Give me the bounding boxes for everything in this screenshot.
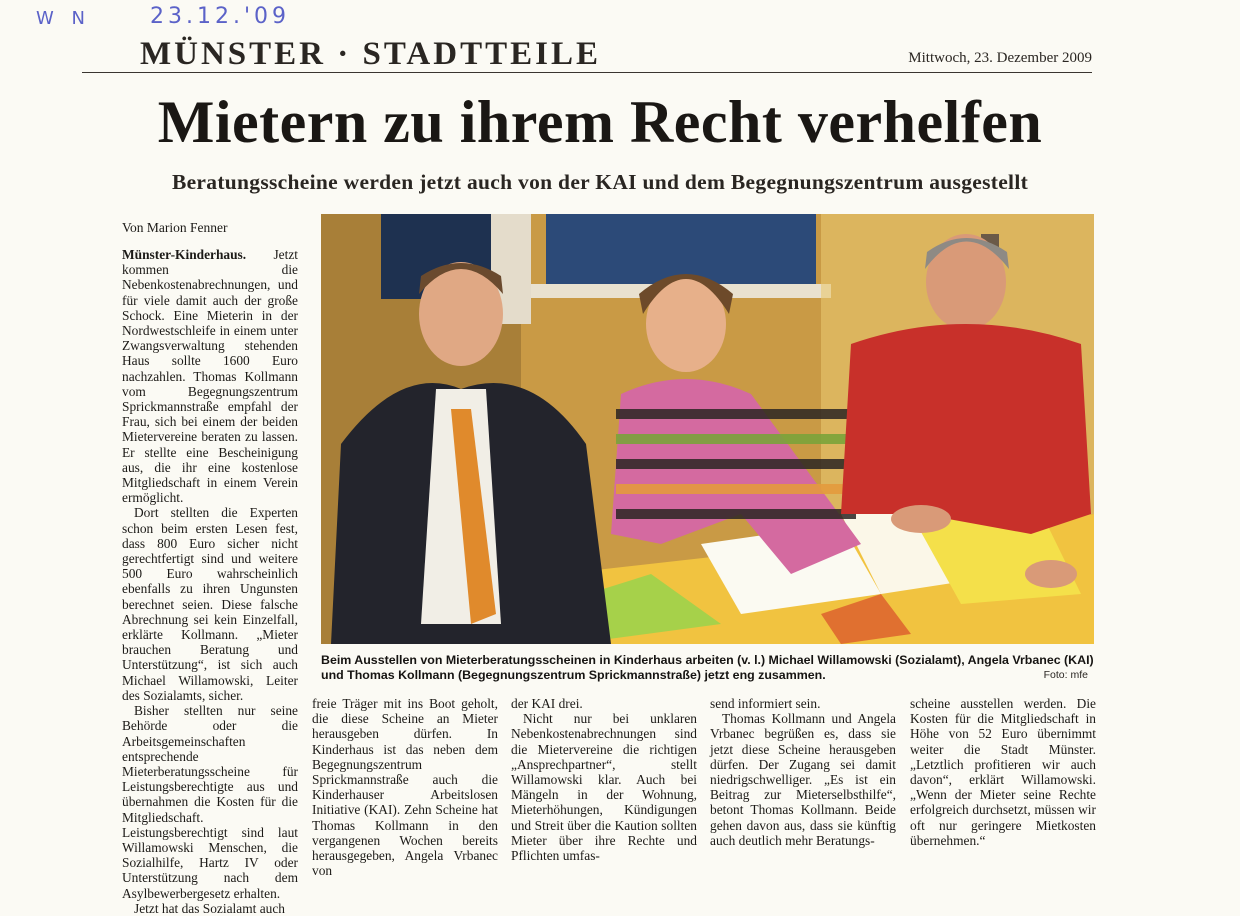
headline: Mietern zu ihrem Recht verhelfen bbox=[157, 89, 1043, 155]
article-column-3 bbox=[511, 696, 697, 863]
dateline-location: Münster-Kinderhaus. bbox=[122, 247, 247, 262]
masthead-rule bbox=[82, 72, 1092, 73]
paragraph: der KAI drei. bbox=[511, 696, 583, 711]
paragraph: Bisher stellten nur seine Behörde oder die Arbeitsgemeinschaften entsprechende Mieterberatungsscheine für Leistungsberechtigte aus und übernahmen die Kosten für die Mitgliedschaft. Leistungsberechtigt sind laut Willamowski Menschen, die Sozialhilfe, Hartz IV oder Unterstützung nach dem Asylbewerbergesetz erhalten. bbox=[122, 703, 298, 901]
issue-date: Mittwoch, 23. Dezember 2009 bbox=[908, 50, 1092, 66]
article-column-4 bbox=[710, 696, 896, 848]
subheadline: Beratungsscheine werden jetzt auch von der KAI und dem Begegnungszentrum ausgestellt bbox=[171, 170, 1029, 194]
paragraph: Nicht nur bei unklaren Nebenkostenabrechnungen sind die Mietervereine die richtigen „Ansprechpartner“, stellt Willamowski klar. Auch bei Mängeln in der Wohnung, Mieterhöhungen, Kündigungen und Streit über die Kaution sollten Mieter über ihre Rechte und Pflichten umfas- bbox=[511, 711, 697, 864]
article-photo bbox=[321, 214, 1094, 644]
paragraph: Dort stellten die Experten schon beim ersten Lesen fest, dass 800 Euro sicher nicht gerechtfertigt sind und weitere 500 Euro wahrscheinlich ebenfalls zu ihren Ungunsten berechnet seien. Diese falsche Abrechnung sei kein Einzelfall, erklärte Kollmann. „Mieter brauchen Beratung und Unterstützung“, ist sich auch Michael Willamowski, Leiter des Sozialamts, sicher. bbox=[122, 505, 298, 703]
paragraph: send informiert sein. bbox=[710, 696, 821, 711]
article-column-2 bbox=[312, 696, 498, 878]
photo-caption: Beim Ausstellen von Mieterberatungsscheinen in Kinderhaus arbeiten (v. l.) Michael Willamowski (Sozialamt), Angela Vrbanec (KAI) und Thomas Kollmann (Begegnungszentrum Sprickmannstraße) jetzt eng zusammen. bbox=[321, 653, 1094, 682]
paragraph-text: Jetzt kommen die Nebenkostenabrechnungen, und für viele damit auch der große Schock. Eine Mieterin in der Nordwestschleife in einem unter Zwangsverwaltung stehenden Haus sollte 1600 Euro nachzahlen. Thomas Kollmann vom Begegnungszentrum Sprickmannstraße empfahl der Frau, sich bei einem der beiden Mietervereine beraten zu lassen. Er stellte eine Bescheinigung aus, die ihr eine kostenlose Mitgliedschaft in einem Verein ermöglicht. bbox=[122, 247, 298, 506]
paragraph bbox=[122, 247, 298, 505]
handwritten-date-note: 23.12.'09 bbox=[150, 4, 291, 29]
paragraph: freie Träger mit ins Boot geholt, die diese Scheine an Mieter herausgeben dürfen. In Kinderhaus ist das neben dem Begegnungszentrum Sprickmannstraße auch die Kinderhauser Arbeitslosen Initiative (KAI). Zehn Scheine hat Thomas Kollmann in den vergangenen Wochen bereits herausgegeben, Angela Vrbanec von bbox=[312, 696, 498, 879]
article-column-1 bbox=[122, 247, 298, 916]
paragraph: Thomas Kollmann und Angela Vrbanec begrüßen es, dass sie jetzt diese Scheine herausgeben dürfen. Der Zugang sei damit niedrigschwelliger. „Es ist ein Beitrag zur Mieterselbsthilfe“, betont Thomas Kollmann. Beide gehen davon aus, dass sie künftig auch deutlich mehr Beratungs- bbox=[710, 711, 896, 848]
paragraph: scheine ausstellen werden. Die Kosten für die Mitgliedschaft in Höhe von 52 Euro übernimmt weiter die Stadt Münster. „Letztlich profitieren wir auch davon“, erklärt Willamowski. „Wenn der Mieter seine Rechte erfolgreich durchsetzt, müssen wir oft nur geringere Mietkosten übernehmen.“ bbox=[910, 696, 1096, 848]
photo-illustration bbox=[321, 214, 1094, 644]
handwritten-source-note: W N bbox=[36, 8, 91, 29]
article-column-5 bbox=[910, 696, 1096, 848]
section-heading: MÜNSTER · STADTTEILE bbox=[140, 36, 601, 72]
byline: Von Marion Fenner bbox=[122, 220, 228, 235]
paragraph: Jetzt hat das Sozialamt auch bbox=[134, 900, 285, 916]
photo-credit: Foto: mfe bbox=[1043, 669, 1088, 681]
